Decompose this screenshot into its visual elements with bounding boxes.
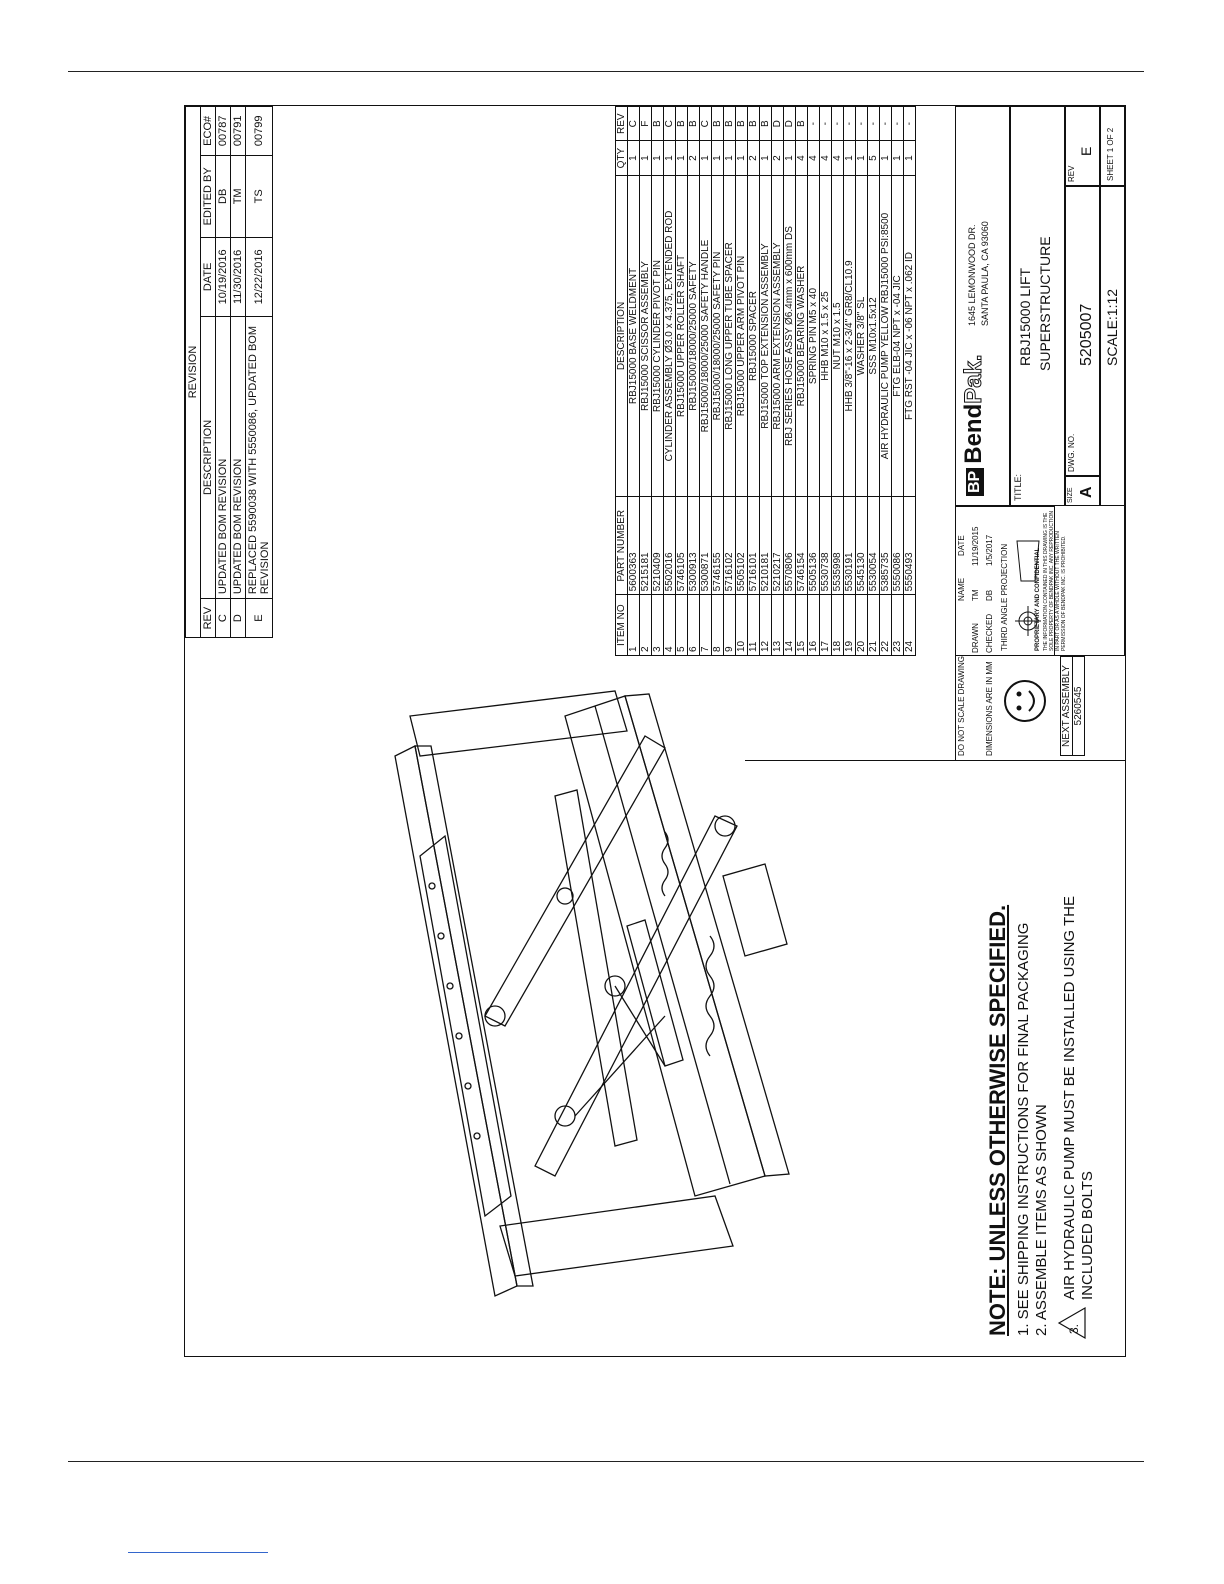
bom-rev: B	[796, 107, 808, 141]
bom-item-no: 15	[796, 595, 808, 656]
bom-part-number: 5716101	[748, 497, 760, 595]
bom-part-number: 5746155	[712, 497, 724, 595]
bom-row	[868, 107, 880, 656]
bom-part-number: 5550493	[904, 497, 916, 595]
bom-row	[748, 107, 760, 656]
bom-item-no: 19	[844, 595, 856, 656]
dwg-label: DWG. NO.	[1067, 433, 1076, 472]
bom-item-no: 11	[748, 595, 760, 656]
bom-item-no: 20	[856, 595, 868, 656]
size-value: A	[1078, 486, 1095, 498]
bom-row	[796, 107, 808, 656]
bendpak-logo	[960, 354, 988, 496]
bom-item-no: 1	[628, 595, 640, 656]
revision-row	[216, 107, 231, 638]
bom-qty: 4	[796, 141, 808, 175]
bom-row	[760, 107, 772, 656]
checked-date: 1/5/2017	[985, 534, 994, 566]
revision-description: REPLACED 5590038 WITH 5550086, UPDATED BOM REVISION	[246, 316, 273, 598]
bom-description: RBJ SERIES HOSE ASSY Ø6.4mm x 600mm DS	[784, 175, 796, 496]
bom-row	[688, 107, 700, 656]
bom-description: CYLINDER ASSEMBLY Ø3.0 x 4.375, EXTENDED ROD	[664, 175, 676, 496]
name-header: NAME	[957, 577, 966, 601]
bom-row	[772, 107, 784, 656]
revision-description: UPDATED BOM REVISION	[216, 316, 231, 598]
bom-item-no: 23	[892, 595, 904, 656]
bom-description: SPRING PIN M5 x 40	[808, 175, 820, 496]
bom-rev: -	[868, 107, 880, 141]
bom-part-number: 5530191	[844, 497, 856, 595]
bom-description: RBJ15000 ARM EXTENSION ASSEMBLY	[772, 175, 784, 496]
title-line-1: RBJ15000 LIFT	[1017, 267, 1033, 366]
note-item-3-line-1: AIR HYDRAULIC PUMP MUST BE INSTALLED USING THE	[1061, 896, 1078, 1300]
bom-qty: 1	[676, 141, 688, 175]
bom-rev: -	[856, 107, 868, 141]
revision-edited-by: DB	[216, 155, 231, 237]
revision-rev: D	[231, 599, 246, 638]
revision-col-2: DATE	[201, 238, 216, 317]
bom-rev: C	[700, 107, 712, 141]
bom-item-no: 10	[736, 595, 748, 656]
bom-row	[892, 107, 904, 656]
bom-row	[736, 107, 748, 656]
bom-row	[808, 107, 820, 656]
bom-qty: 1	[784, 141, 796, 175]
bom-part-number: 5600363	[628, 497, 640, 595]
note-item-3-line-2: INCLUDED BOLTS	[1079, 1171, 1096, 1300]
bom-part-number: 5530738	[820, 497, 832, 595]
revision-col-4: ECO#	[201, 107, 216, 156]
bom-item-no: 18	[832, 595, 844, 656]
bom-row	[904, 107, 916, 656]
bom-part-number: 5550086	[892, 497, 904, 595]
bom-part-number: 5300871	[700, 497, 712, 595]
bom-part-number: 5215181	[640, 497, 652, 595]
drawing-sheet	[185, 106, 1125, 1356]
header-rule	[68, 71, 1144, 72]
bom-part-number: 5530054	[868, 497, 880, 595]
footer-link-underline[interactable]	[128, 1552, 268, 1553]
bom-description: RBJ15000 SPACER	[748, 175, 760, 496]
bom-item-no: 13	[772, 595, 784, 656]
bom-rev: -	[904, 107, 916, 141]
next-assembly-table	[1060, 656, 1085, 756]
bom-rev: B	[736, 107, 748, 141]
scale-value: SCALE:1:12	[1104, 288, 1120, 366]
footer-rule	[68, 1461, 1144, 1462]
bom-part-number: 5535998	[832, 497, 844, 595]
bom-item-no: 16	[808, 595, 820, 656]
bom-description: RBJ15000 TOP EXTENSION ASSEMBLY	[760, 175, 772, 496]
bom-qty: 2	[688, 141, 700, 175]
projection-label: THIRD ANGLE PROJECTION	[1000, 543, 1009, 651]
assembly-illustration	[365, 676, 925, 1316]
bom-row	[628, 107, 640, 656]
bom-qty: 1	[856, 141, 868, 175]
bom-item-no: 8	[712, 595, 724, 656]
checked-name: DB	[985, 589, 994, 601]
bom-qty: 4	[820, 141, 832, 175]
bom-description: RBJ15000 CYLINDER PIVOT PIN	[652, 175, 664, 496]
bom-description: NUT M10 x 1.5	[832, 175, 844, 496]
bom-item-no: 22	[880, 595, 892, 656]
bom-part-number: 5716102	[724, 497, 736, 595]
logo-bp: BP	[966, 468, 984, 496]
bom-rev: B	[712, 107, 724, 141]
bom-rev: D	[784, 107, 796, 141]
revision-col-1: DESCRIPTION	[201, 316, 216, 598]
bom-item-no: 3	[652, 595, 664, 656]
bom-part-number: 5210217	[772, 497, 784, 595]
bom-description: RBJ15000/18000/25000 SAFETY	[688, 175, 700, 496]
bom-qty: 1	[664, 141, 676, 175]
note-item-2: 2. ASSEMBLE ITEMS AS SHOWN	[1033, 1104, 1050, 1336]
do-not-scale: DO NOT SCALE DRAWING	[957, 655, 966, 756]
bom-part-number: 5385735	[880, 497, 892, 595]
bom-row	[784, 107, 796, 656]
revision-eco: 00799	[246, 107, 273, 156]
revision-rev: E	[246, 599, 273, 638]
address-line-2: SANTA PAULA, CA 93060	[980, 221, 990, 326]
bom-qty: 1	[844, 141, 856, 175]
proprietary-text: THE INFORMATION CONTAINED IN THIS DRAWING IS THE SOLE PROPERTY OF BENDPAK INC. ANY REPRODUCTION IN PART OR AS A WHOLE WITHOUT THE WRITTEN PERMISSION OF BENDPAK INC. IS PROHIBITED.	[1043, 511, 1067, 651]
checked-label: CHECKED	[985, 613, 994, 653]
next-assembly-label: NEXT ASSEMBLY	[1061, 657, 1073, 756]
dwg-number: 5205007	[1078, 303, 1095, 366]
bom-part-number: 5505102	[736, 497, 748, 595]
bom-qty: 1	[640, 141, 652, 175]
bom-item-no: 4	[664, 595, 676, 656]
bom-col-2: DESCRIPTION	[616, 175, 628, 496]
bom-qty: 1	[736, 141, 748, 175]
title-line-2: SUPERSTRUCTURE	[1037, 236, 1053, 371]
revision-table	[185, 106, 273, 638]
bom-rev: B	[688, 107, 700, 141]
bom-part-number: 5300913	[688, 497, 700, 595]
bom-row	[820, 107, 832, 656]
bom-qty: 1	[904, 141, 916, 175]
bom-rev: B	[748, 107, 760, 141]
bom-description: SSS M10x1.5x12	[868, 175, 880, 496]
note-item-1: 1. SEE SHIPPING INSTRUCTIONS FOR FINAL PACKAGING	[1015, 922, 1032, 1336]
bom-rev: B	[652, 107, 664, 141]
bom-part-number: 5746105	[676, 497, 688, 595]
bom-rev: -	[808, 107, 820, 141]
bom-row	[712, 107, 724, 656]
bom-part-number: 5502016	[664, 497, 676, 595]
revision-col-3: EDITED BY	[201, 155, 216, 237]
bom-part-number: 5210181	[760, 497, 772, 595]
rev-value: E	[1078, 146, 1094, 156]
revision-rev: C	[216, 599, 231, 638]
revision-header: REVISION	[186, 107, 201, 638]
bom-part-number: 5210409	[652, 497, 664, 595]
drawing-frame	[184, 105, 1126, 1357]
drawn-name: TM	[971, 589, 980, 601]
revision-date: 12/22/2016	[246, 238, 273, 317]
bom-part-number: 5505136	[808, 497, 820, 595]
rev-label: REV	[1067, 165, 1076, 182]
title-area-vrule	[745, 760, 1125, 761]
bom-qty: 2	[748, 141, 760, 175]
bom-qty: 1	[880, 141, 892, 175]
bom-item-no: 9	[724, 595, 736, 656]
bom-description: RBJ15000 BASE WELDMENT	[628, 175, 640, 496]
bom-row	[664, 107, 676, 656]
bom-row	[700, 107, 712, 656]
bom-rev: C	[664, 107, 676, 141]
bom-qty: 1	[700, 141, 712, 175]
bom-item-no: 12	[760, 595, 772, 656]
dimensions-note: DIMENSIONS ARE IN MM	[985, 661, 994, 756]
bom-rev: C	[628, 107, 640, 141]
bom-qty: 1	[652, 141, 664, 175]
revision-row	[231, 107, 246, 638]
bom-item-no: 14	[784, 595, 796, 656]
bom-rev: B	[676, 107, 688, 141]
bom-col-4: REV	[616, 107, 628, 141]
bom-row	[880, 107, 892, 656]
notes-title: NOTE: UNLESS OTHERWISE SPECIFIED.	[985, 904, 1010, 1336]
bom-description: WASHER 3/8" SL	[856, 175, 868, 496]
bom-row	[640, 107, 652, 656]
bom-col-0: ITEM NO	[616, 595, 628, 656]
title-area-rule	[955, 106, 956, 761]
bom-rev: -	[892, 107, 904, 141]
bom-description: RBJ15000 LONG UPPER TUBE SPACER	[724, 175, 736, 496]
bom-qty: 1	[724, 141, 736, 175]
bom-rev: F	[640, 107, 652, 141]
address-line-1: 1645 LEMONWOOD DR.	[967, 224, 977, 326]
revision-edited-by: TM	[231, 155, 246, 237]
bom-qty: 1	[628, 141, 640, 175]
revision-col-0: REV	[201, 599, 216, 638]
bom-row	[832, 107, 844, 656]
bom-description: RBJ15000/18000/25000 SAFETY PIN	[712, 175, 724, 496]
note-item-3-number: 3.	[1067, 1323, 1081, 1334]
logo-pak: Pak.	[960, 354, 987, 404]
bom-col-3: QTY	[616, 141, 628, 175]
bom-item-no: 7	[700, 595, 712, 656]
bom-row	[856, 107, 868, 656]
bom-rev: -	[820, 107, 832, 141]
bom-rev: -	[844, 107, 856, 141]
size-label: SIZE	[1067, 487, 1074, 503]
bom-item-no: 21	[868, 595, 880, 656]
bom-qty: 1	[892, 141, 904, 175]
third-angle-projection-icon	[1013, 511, 1043, 651]
bom-item-no: 17	[820, 595, 832, 656]
revision-date: 11/30/2016	[231, 238, 246, 317]
bom-rev: -	[880, 107, 892, 141]
drawn-label: DRAWN	[971, 623, 980, 653]
bom-row	[652, 107, 664, 656]
bom-qty: 4	[832, 141, 844, 175]
bom-part-number: 5746154	[796, 497, 808, 595]
drawn-date: 11/19/2015	[971, 526, 980, 566]
bom-row	[724, 107, 736, 656]
bom-rev: B	[760, 107, 772, 141]
bom-part-number: 5545130	[856, 497, 868, 595]
bom-description: RBJ15000 BEARING WASHER	[796, 175, 808, 496]
bom-description: RBJ15000 UPPER ARM PIVOT PIN	[736, 175, 748, 496]
bom-col-1: PART NUMBER	[616, 497, 628, 595]
bom-qty: 1	[712, 141, 724, 175]
bom-row	[676, 107, 688, 656]
bom-item-no: 6	[688, 595, 700, 656]
revision-description: UPDATED BOM REVISION	[231, 316, 246, 598]
bom-qty: 2	[772, 141, 784, 175]
next-assembly-value: 5260545	[1073, 657, 1085, 756]
bom-table	[615, 106, 916, 656]
sheet-value: SHEET 1 OF 2	[1106, 127, 1115, 181]
bom-rev: D	[772, 107, 784, 141]
bom-description: FTG RST -04 JIC x -06 NPT x .062 ID	[904, 175, 916, 496]
bom-rev: -	[832, 107, 844, 141]
bom-description: RBJ15000 SCISSOR ASSEMBLY	[640, 175, 652, 496]
bom-description: AIR HYDRAULIC PUMP YELLOW RBJ15000 PSI:8500	[880, 175, 892, 496]
date-header: DATE	[957, 535, 966, 556]
proprietary-title: PROPRIETARY AND CONFIDENTIAL	[1035, 547, 1041, 651]
revision-row	[246, 107, 273, 638]
bom-qty: 1	[760, 141, 772, 175]
bom-description: FTG ELB-04 NPT x -04 JIC	[892, 175, 904, 496]
smiley-face-icon	[1000, 676, 1050, 726]
bom-qty: 5	[868, 141, 880, 175]
revision-date: 10/19/2016	[216, 238, 231, 317]
logo-bend: Bend	[960, 403, 987, 464]
revision-eco: 00791	[231, 107, 246, 156]
bom-item-no: 24	[904, 595, 916, 656]
bom-item-no: 5	[676, 595, 688, 656]
bom-rev: B	[724, 107, 736, 141]
bom-item-no: 2	[640, 595, 652, 656]
bom-qty: 4	[808, 141, 820, 175]
revision-eco: 00787	[216, 107, 231, 156]
bom-part-number: 5570806	[784, 497, 796, 595]
bom-description: HHB 3/8"-16 x 2-3/4" GR8/CL10.9	[844, 175, 856, 496]
bom-row	[844, 107, 856, 656]
title-label: TITLE:	[1013, 473, 1023, 501]
bom-description: HHB M10 x 1.5 x 25	[820, 175, 832, 496]
bom-description: RBJ15000 UPPER ROLLER SHAFT	[676, 175, 688, 496]
bom-description: RBJ15000/18000/25000 SAFETY HANDLE	[700, 175, 712, 496]
revision-edited-by: TS	[246, 155, 273, 237]
